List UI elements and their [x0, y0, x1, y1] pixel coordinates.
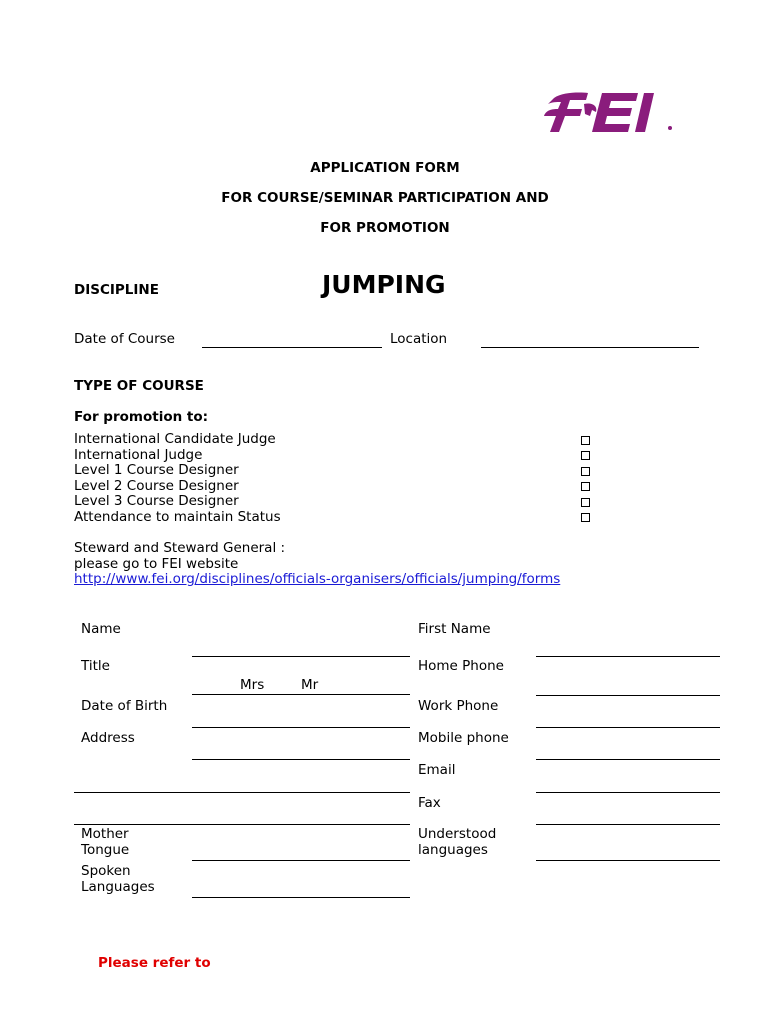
checkbox-level-3-course-designer[interactable] [581, 498, 590, 507]
steward-line-1: Steward and Steward General : [74, 540, 286, 556]
work-phone-field[interactable] [536, 727, 720, 728]
home-phone-field[interactable] [536, 695, 720, 696]
name-field[interactable] [192, 656, 410, 657]
date-of-course-field[interactable] [202, 347, 382, 348]
mother-tongue-label: Mother Tongue [81, 826, 130, 858]
form-subtitle-2: FOR PROMOTION [320, 220, 450, 236]
discipline-label: DISCIPLINE [74, 282, 159, 298]
option-label: Level 1 Course Designer [74, 462, 239, 478]
promotion-options [74, 432, 281, 525]
option-label: Attendance to maintain Status [74, 508, 281, 525]
fax-field[interactable] [536, 824, 720, 825]
title-field[interactable] [192, 694, 410, 695]
first-name-label: First Name [418, 621, 491, 637]
address-field-1[interactable] [192, 759, 410, 760]
steward-info [74, 541, 560, 588]
option-label: Level 3 Course Designer [74, 493, 239, 509]
address-label: Address [81, 730, 135, 746]
home-phone-label: Home Phone [418, 658, 504, 674]
title-option-mrs[interactable]: Mrs [240, 677, 265, 693]
understood-languages-field[interactable] [536, 860, 720, 861]
location-label: Location [390, 331, 448, 347]
date-of-birth-label: Date of Birth [81, 698, 168, 714]
checkbox-international-judge[interactable] [581, 451, 590, 460]
form-title: APPLICATION FORM [310, 160, 460, 176]
type-of-course-heading: TYPE OF COURSE [74, 378, 204, 394]
email-field[interactable] [536, 792, 720, 793]
date-of-course-label: Date of Course [74, 331, 175, 347]
fei-logo [540, 90, 682, 134]
fei-forms-link[interactable]: http://www.fei.org/disciplines/officials-organisers/officials/jumping/forms [74, 571, 561, 587]
mobile-phone-label: Mobile phone [418, 730, 509, 746]
please-refer-note: Please refer to [98, 955, 211, 971]
option-label: Level 2 Course Designer [74, 477, 239, 494]
address-field-2[interactable] [74, 792, 410, 793]
address-field-3[interactable] [74, 824, 410, 825]
spoken-languages-field[interactable] [192, 897, 410, 898]
checkbox-attendance-maintain-status[interactable] [581, 513, 590, 522]
title-option-mr[interactable]: Mr [301, 677, 319, 693]
spoken-languages-label: Spoken Languages [81, 863, 155, 895]
checkbox-level-1-course-designer[interactable] [581, 467, 590, 476]
form-subtitle-1: FOR COURSE/SEMINAR PARTICIPATION AND [221, 190, 549, 206]
name-label: Name [81, 621, 121, 637]
date-of-birth-field[interactable] [192, 727, 410, 728]
mobile-phone-field[interactable] [536, 759, 720, 760]
checkbox-international-candidate-judge[interactable] [581, 436, 590, 445]
promotion-heading: For promotion to: [74, 409, 209, 425]
fax-label: Fax [418, 795, 441, 811]
work-phone-label: Work Phone [418, 698, 499, 714]
first-name-field[interactable] [536, 656, 720, 657]
discipline-value: JUMPING [322, 270, 446, 299]
option-label: International Judge [74, 446, 203, 463]
title-label: Title [81, 658, 110, 674]
mother-tongue-field[interactable] [192, 860, 410, 861]
understood-languages-label: Understood languages [418, 826, 497, 858]
steward-line-2: please go to FEI website [74, 555, 239, 572]
checkbox-level-2-course-designer[interactable] [581, 482, 590, 491]
location-field[interactable] [481, 347, 699, 348]
email-label: Email [418, 762, 456, 778]
option-label: International Candidate Judge [74, 431, 276, 447]
